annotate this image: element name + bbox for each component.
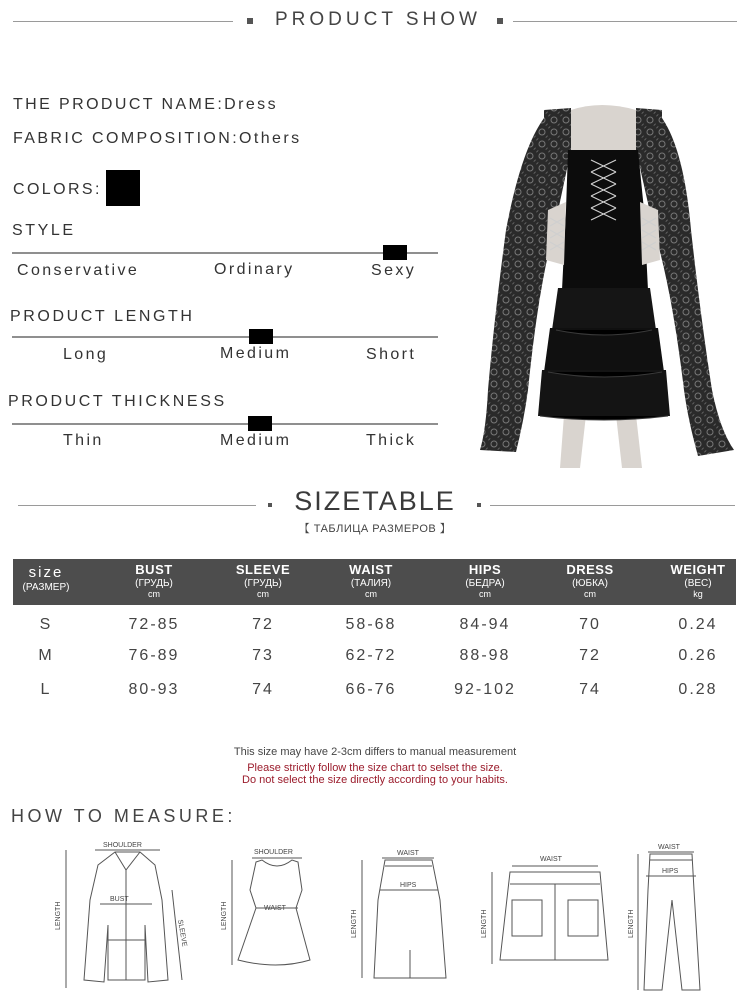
cell-hips: 84-94 [459,616,511,633]
style-label-sexy: Sexy [371,262,417,279]
jacket-diagram [55,842,188,988]
cell-waist: 58-68 [345,616,397,633]
dress-label-waist: WAIST [264,905,286,912]
sizetable-title: SIZETABLE [294,486,456,516]
skirt-label-waist: WAIST [397,850,419,857]
length-title: PRODUCT LENGTH [10,308,195,325]
cell-size: M [38,647,54,664]
skirt-tier-1 [552,288,656,330]
col-weight-ru: (ВЕС) [684,578,712,589]
size-table-header [13,559,736,605]
how-to-measure-title: HOW TO MEASURE: [11,806,236,826]
product-name: THE PRODUCT NAME:Dress [13,96,278,113]
cell-size: S [39,616,53,633]
right-leg [616,415,642,468]
sizetable-rule-right [490,505,735,506]
sizetable-dot-right [477,503,481,507]
skirt-diagram [351,850,446,978]
jacket-label-bust: BUST [110,896,129,903]
col-weight-unit: kg [693,589,703,599]
cell-weight: 0.26 [678,647,718,664]
col-dress-ru: (ЮБКА) [572,578,608,589]
jacket-label-length: LENGTH [55,901,62,930]
table-row [13,641,736,671]
length-label-long: Long [63,346,109,363]
thickness-title: PRODUCT THICKNESS [8,393,227,410]
col-bust-unit: cm [148,589,160,599]
skirt-label-length: LENGTH [351,909,358,938]
cell-weight: 0.24 [678,616,718,633]
pants-label-waist: WAIST [658,844,680,851]
col-sleeve-unit: cm [257,589,269,599]
col-hips-name: HIPS [468,562,502,577]
col-sleeve-name: SLEEVE [235,562,291,577]
style-scale-line [12,252,438,254]
product-show-title: PRODUCT SHOW [275,9,481,30]
cell-dress: 70 [579,616,601,633]
cell-hips: 92-102 [454,681,516,698]
dress-label-length: LENGTH [221,901,228,930]
table-row [13,675,736,705]
thickness-label-thin: Thin [63,432,104,449]
col-waist-name: WAIST [349,562,393,577]
style-label-conservative: Conservative [17,262,140,279]
col-sleeve [209,559,317,605]
col-hips-ru: (БЕДРА) [465,578,505,589]
warning-note-2: Do not select the size directly according to your habits. [242,774,508,786]
col-dress-name: DRESS [566,562,614,577]
col-dress-unit: cm [584,589,596,599]
thickness-scale-marker [248,416,272,431]
cell-weight: 0.28 [678,681,718,698]
col-waist-ru: (ТАЛИЯ) [350,578,392,589]
col-dress [545,559,635,605]
length-scale-line [12,336,438,338]
jacket-label-sleeve: SLEEVE [176,919,188,948]
cell-sleeve: 74 [252,681,274,698]
skirt-label-hips: HIPS [400,882,417,889]
fabric-composition: FABRIC COMPOSITION:Others [13,130,302,147]
style-scale-marker [383,245,407,260]
thickness-scale-line [12,423,438,425]
pants-label-hips: HIPS [662,868,679,875]
thickness-label-medium: Medium [220,432,292,449]
measurement-note: This size may have 2-3cm differs to manual measurement [233,746,517,758]
jacket-label-shoulder: SHOULDER [103,842,142,849]
col-hips-unit: cm [479,589,491,599]
thickness-label-thick: Thick [366,432,417,449]
colors-label: COLORS: [13,181,102,198]
length-label-medium: Medium [220,345,292,362]
mini-skirt-label-waist: WAIST [540,856,562,863]
style-label-ordinary: Ordinary [214,261,295,278]
sizetable-subtitle: 【 ТАБЛИЦА РАЗМЕРОВ 】 [298,523,452,535]
header-rule-left [13,21,233,22]
col-bust-ru: (ГРУДЬ) [135,578,173,589]
cell-waist: 66-76 [345,681,397,698]
col-bust [99,559,209,605]
cell-bust: 76-89 [128,647,180,664]
header-dot-right [497,18,503,24]
mini-skirt-label-length: LENGTH [481,909,488,938]
cell-dress: 74 [579,681,601,698]
col-sleeve-ru: (ГРУДЬ) [244,578,282,589]
cell-sleeve: 73 [252,647,274,664]
bodice [562,150,648,290]
color-swatch-black[interactable] [106,170,140,206]
cell-sleeve: 72 [252,616,274,633]
header-rule-right [513,21,737,22]
style-title: STYLE [12,222,76,239]
col-size-ru: (РАЗМЕР) [22,582,70,593]
pants-label-length: LENGTH [628,909,635,938]
col-waist [317,559,425,605]
col-bust-name: BUST [135,562,173,577]
measure-diagrams [0,830,750,1000]
col-size [13,559,79,605]
left-leg [560,415,586,468]
mini-skirt-diagram [481,856,608,964]
table-row [13,610,736,640]
col-weight [655,559,741,605]
length-label-short: Short [366,346,417,363]
product-photo [476,90,738,470]
warning-note-1: Please strictly follow the size chart to selset the size. [247,762,503,774]
cell-bust: 72-85 [128,616,180,633]
dress-label-shoulder: SHOULDER [254,849,293,856]
col-weight-name: WEIGHT [670,562,726,577]
col-waist-unit: cm [365,589,377,599]
cell-size: L [40,681,52,698]
cell-bust: 80-93 [128,681,180,698]
cell-waist: 62-72 [345,647,397,664]
col-size-name: size [28,564,64,581]
cell-dress: 72 [579,647,601,664]
col-hips [425,559,545,605]
header-dot-left [247,18,253,24]
cell-hips: 88-98 [459,647,511,664]
length-scale-marker [249,329,273,344]
dress-diagram [221,849,310,965]
pants-diagram [628,844,700,990]
